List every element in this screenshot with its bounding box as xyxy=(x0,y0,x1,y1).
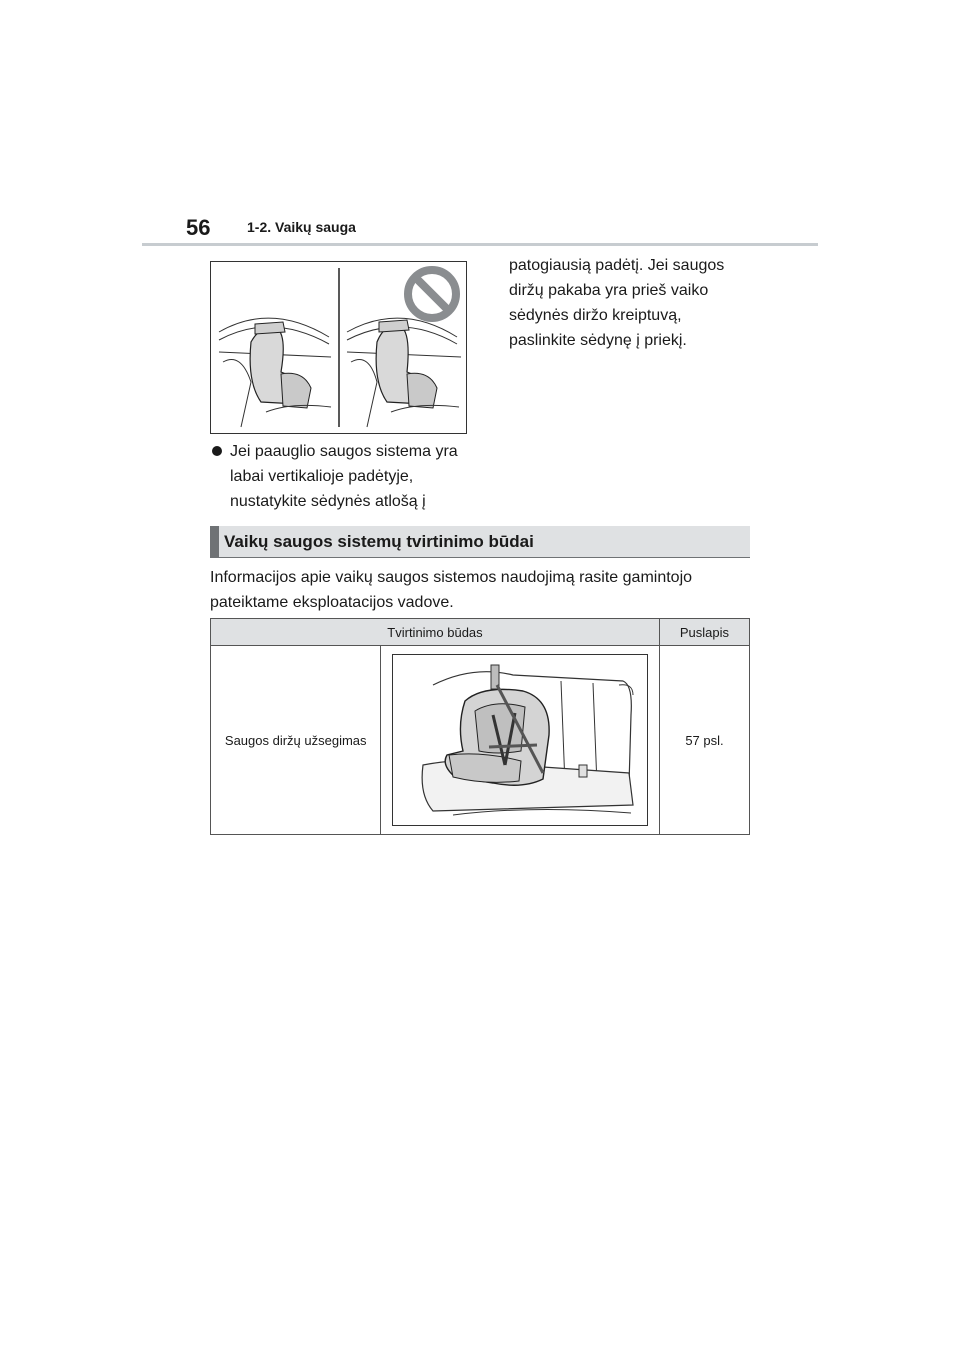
column-header-page: Puslapis xyxy=(659,619,749,646)
section-heading xyxy=(210,526,750,558)
continuation-paragraph xyxy=(509,253,759,353)
intro-line: Informacijos apie vaikų saugos sistemos naudojimą rasite gamintojo xyxy=(210,569,693,586)
bullet-line: labai vertikalioje padėtyje, xyxy=(230,468,414,485)
child-seat-belt-illustration xyxy=(392,654,648,826)
bullet-dot-icon xyxy=(212,446,222,456)
table-header-row xyxy=(211,619,750,646)
bullet-item xyxy=(212,439,482,514)
bullet-line: Jei paauglio saugos sistema yra xyxy=(212,439,482,464)
intro-line: pateiktame eksploatacijos vadove. xyxy=(210,594,454,611)
table-row xyxy=(211,646,750,835)
attachment-methods-table xyxy=(210,618,750,835)
method-cell: Saugos diržų užsegimas xyxy=(211,646,381,835)
intro-paragraph xyxy=(210,565,750,615)
column-header-method: Tvirtinimo būdas xyxy=(211,619,660,646)
page-number: 56 xyxy=(186,215,211,240)
header-divider xyxy=(142,243,818,246)
illustration-cell xyxy=(381,646,659,835)
continuation-line: diržų pakaba yra prieš vaiko xyxy=(509,282,709,299)
section-title: 1-2. Vaikų sauga xyxy=(247,219,356,235)
continuation-line: paslinkite sėdynę į priekį. xyxy=(509,332,687,349)
page-reference-cell: 57 psl. xyxy=(659,646,749,835)
section-heading-text: Vaikų saugos sistemų tvirtinimo būdai xyxy=(224,532,534,551)
continuation-line: patogiausią padėtį. Jei saugos xyxy=(509,257,725,274)
bullet-line: nustatykite sėdynės atlošą į xyxy=(230,493,426,510)
continuation-line: sėdynės diržo kreiptuvą, xyxy=(509,307,682,324)
seat-position-illustration xyxy=(210,261,467,434)
prohibited-icon xyxy=(402,264,462,324)
